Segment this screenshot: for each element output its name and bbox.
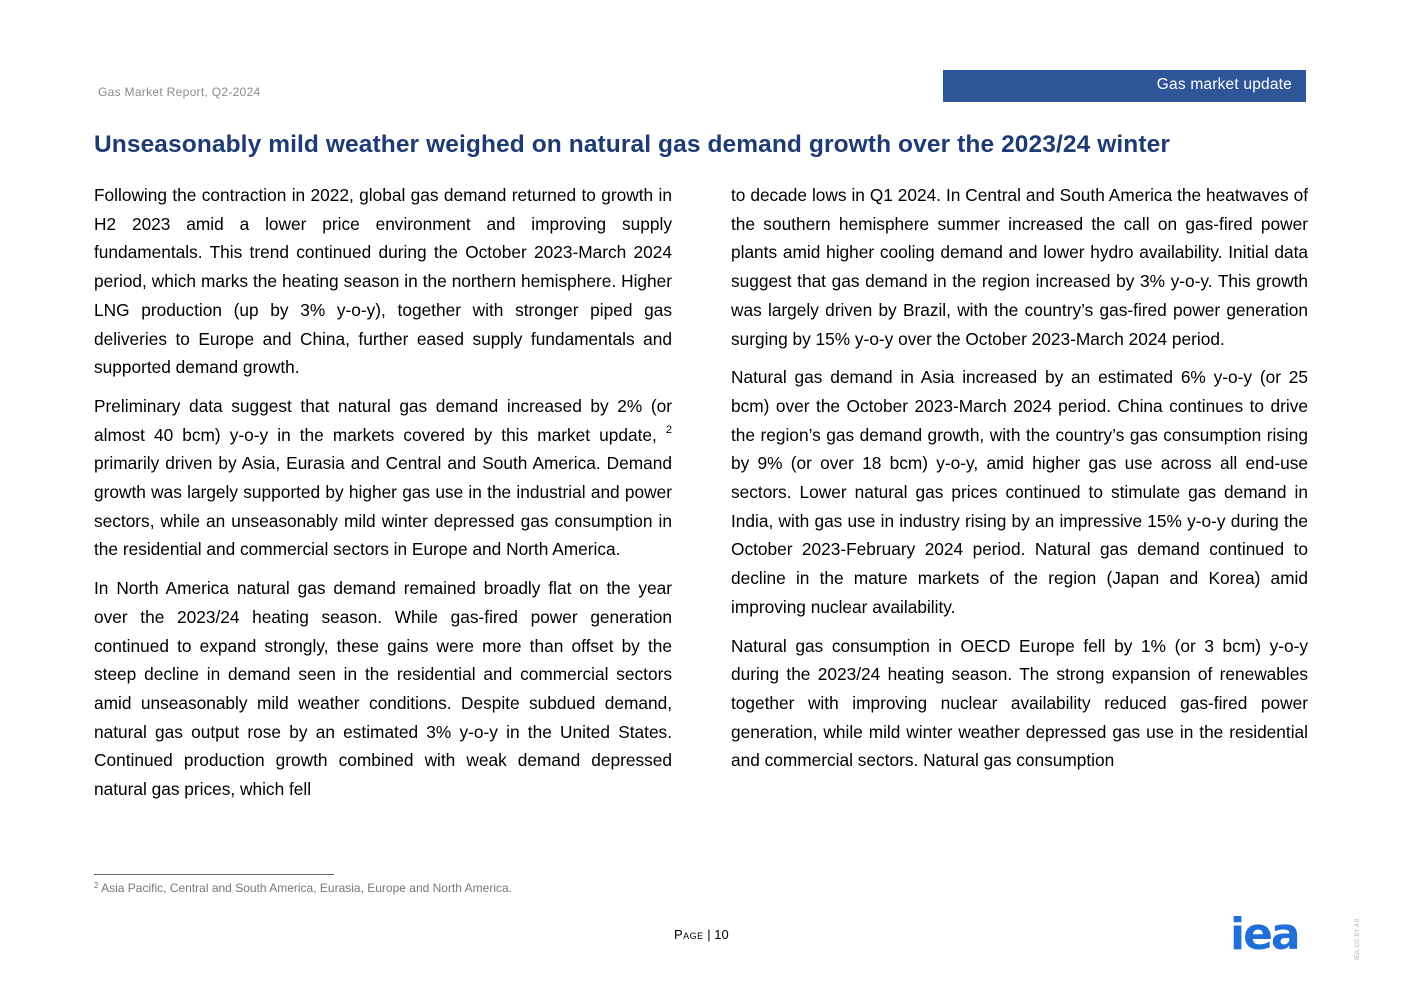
paragraph: In North America natural gas demand remained broadly flat on the year over the 2023/24 heating season. While gas-fired power generation continued to expand strongly, these gains were more than offset by the steep decline in demand seen in the residential and commercial sectors amid unseasonably mild weather conditions. Despite subdued demand, natural gas output rose by an estimated 3% y-o-y in the United States. Continued production growth combined with weak demand depressed natural gas prices, which fell [94, 578, 672, 800]
section-label: Gas market update [1156, 76, 1292, 93]
page-number [674, 927, 729, 942]
license-text: IEA. CC BY 4.0. [1355, 917, 1361, 960]
footnote-number: 2 [94, 881, 99, 890]
footnote-text: Asia Pacific, Central and South America, Eurasia, Europe and North America. [98, 881, 512, 895]
report-name: Gas Market Report, Q2-2024 [98, 85, 261, 99]
footnote-divider [94, 874, 334, 875]
page-title: Unseasonably mild weather weighed on natural gas demand growth over the 2023/24 winter [94, 131, 1170, 158]
left-column [94, 181, 672, 814]
paragraph: Natural gas consumption in OECD Europe fell by 1% (or 3 bcm) y-o-y during the 2023/24 heating season. The strong expansion of renewables together with improving nuclear availability reduced gas-fired power generation, while mild winter weather depressed gas use in the residential and commercial sectors. Natural gas consumption [731, 635, 1308, 771]
footnote-reference[interactable]: 2 [665, 423, 672, 436]
section-banner [943, 70, 1306, 102]
right-column [731, 181, 1308, 785]
page-label: Page [674, 927, 704, 942]
iea-logo: iea [1230, 909, 1299, 960]
paragraph: to decade lows in Q1 2024. In Central and South America the heatwaves of the southern hemisphere summer increased the call on gas-fired power plants amid higher cooling demand and lower hydro availability. Initial data suggest that gas demand in the region increased by 3% y-o-y. This growth was largely driven by Brazil, with the country’s gas-fired power generation surging by 15% y-o-y over the October 2023-March 2024 period. [731, 185, 1308, 349]
page-separator: | [703, 927, 715, 942]
paragraph-text: primarily driven by Asia, Eurasia and Central and South America. Demand growth was largely supported by higher gas use in the industrial and power sectors, while an unseasonably mild winter depressed gas consumption in the residential and commercial sectors in Europe and North America. [94, 453, 672, 560]
paragraph [94, 392, 672, 564]
paragraph: Natural gas demand in Asia increased by an estimated 6% y-o-y (or 25 bcm) over the October 2023-March 2024 period. China continues to drive the region’s gas demand growth, with the country’s gas consumption rising by 9% (or over 18 bcm) y-o-y, amid higher gas use across all end-use sectors. Lower natural gas prices continued to stimulate gas demand in India, with gas use in industry rising by an impressive 15% y-o-y during the October 2023-February 2024 period. Natural gas demand continued to decline in the mature markets of the region (Japan and Korea) amid improving nuclear availability. [731, 367, 1308, 617]
page-number-value: 10 [714, 927, 729, 942]
paragraph: Following the contraction in 2022, global gas demand returned to growth in H2 2023 amid a lower price environment and improving supply fundamentals. This trend continued during the October 2023-March 2024 period, which marks the heating season in the northern hemisphere. Higher LNG production (up by 3% y-o-y), together with stronger piped gas deliveries to Europe and China, further eased supply fundamentals and supported demand growth. [94, 185, 672, 378]
footnote [94, 881, 512, 895]
paragraph-text: Preliminary data suggest that natural gas demand increased by 2% (or almost 40 bcm) y-o-y in the markets covered by this market update, [94, 395, 672, 445]
